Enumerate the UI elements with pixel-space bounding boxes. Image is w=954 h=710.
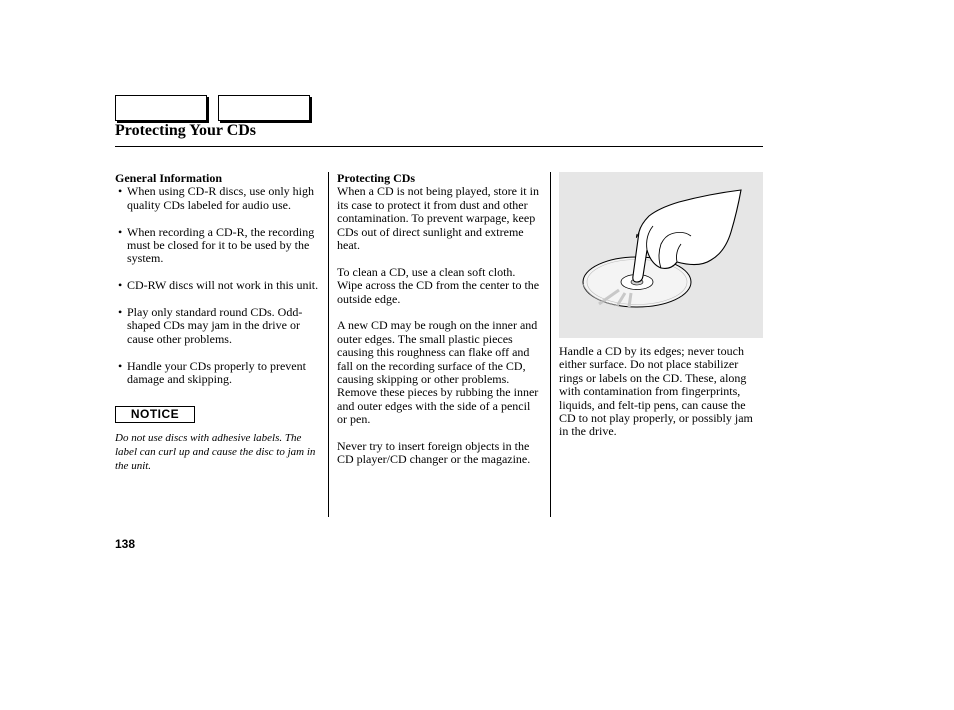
general-bullet-2: • When recording a CD-R, the recording must be closed for it to be used by the system. [115,226,320,266]
header-tab-box-2 [218,95,310,121]
protecting-paragraph-2: To clean a CD, use a clean soft cloth. Wipe across the CD from the center to the outside edge. [337,264,540,306]
page-title: Protecting Your CDs [115,122,257,139]
protecting-paragraph-3: A new CD may be rough on the inner and outer edges. The small plastic pieces causing this roughness can flake off and fall on the recording surface of the CD, causing skipping or other problems. Remove these pieces by rubbing the inner and outer edges with the side of a pencil or pen. [337,318,539,427]
general-bullet-1: • When using CD-R discs, use only high quality CDs labeled for audio use. [115,185,320,212]
protecting-cds-column [337,172,542,480]
notice-text: Do not use discs with adhesive labels. The label can curl up and cause the disc to jam in the unit. [115,431,316,472]
protecting-paragraph-4: Never try to insert foreign objects in the CD player/CD changer or the magazine. [337,439,531,467]
protecting-paragraph-1: When a CD is not being played, store it in its case to protect it from dust and other contamination. To prevent warpage, keep CDs out of direct sunlight and extreme heat. [337,184,539,253]
title-divider [115,146,763,147]
cd-handling-illustration [559,172,763,338]
general-bullet-3: • CD-RW discs will not work in this unit. [115,279,320,292]
illustration-caption: Handle a CD by its edges; never touch either surface. Do not place stabilizer rings or labels on the CD. These, along with contamination from fingerprints, liquids, and felt-tip pens, can cause the CD to not play properly, or possibly jam in the drive. [559,344,753,439]
column-divider-1 [328,172,329,517]
notice-label: NOTICE [115,406,195,423]
general-information-column [115,172,320,473]
general-bullet-4: • Play only standard round CDs. Odd-shaped CDs may jam in the drive or cause other problems. [115,306,320,346]
protecting-cds-heading: Protecting CDs [337,171,416,185]
general-bullet-5: • Handle your CDs properly to prevent damage and skipping. [115,360,320,387]
header-tab-box-1 [115,95,207,121]
hand-holding-cd-icon [559,172,763,338]
page-number: 138 [115,537,136,551]
general-information-heading: General Information [115,171,222,185]
column-divider-2 [550,172,551,517]
